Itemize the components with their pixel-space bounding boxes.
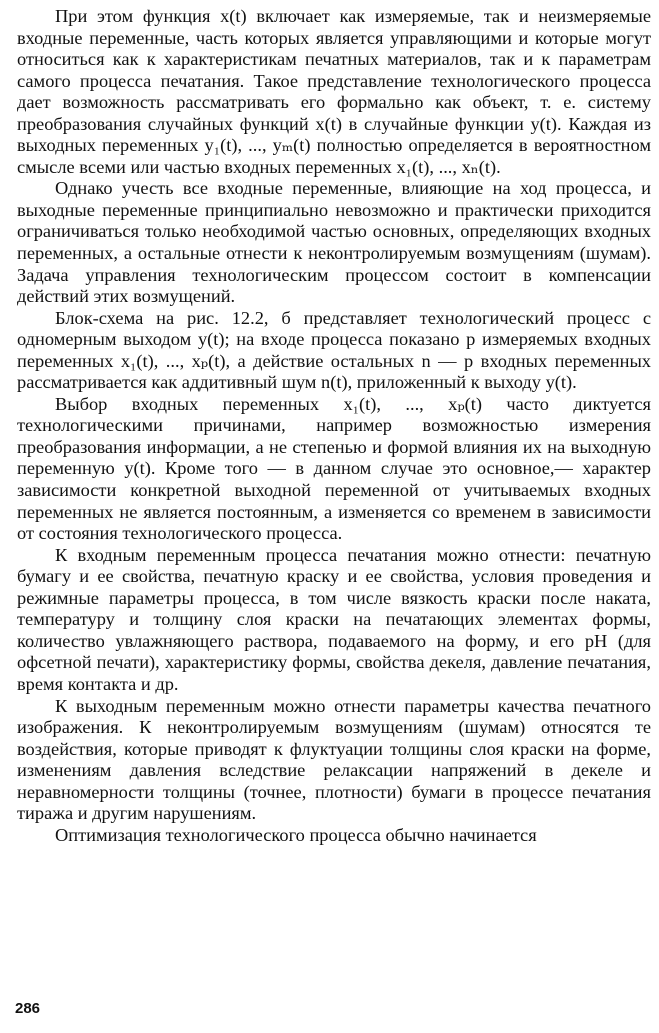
paragraph-6: К выходным переменным можно отнести параметры качества печатного изображения. К неконтролируемым возмущениям (шумам) относятся те воздействия, которые приводят к флуктуации толщины слоя краски на форме, изменениям давления вследствие релаксации напряжений в декеле и неравномерности толщины (точнее, плотности) бумаги в процессе печатания тиража и другим нарушениям. (17, 695, 651, 824)
paragraph-3: Блок-схема на рис. 12.2, б представляет технологический процесс с одномерным выходом y(t); на входе процесса показано p измеряемых входных переменных x₁(t), ..., xₚ(t), а действие остальных n — p входных переменных рассматривается как аддитивный шум n(t), приложенный к выходу y(t). (17, 307, 651, 393)
page-number: 286 (15, 1000, 41, 1017)
page-body (17, 6, 651, 846)
paragraph-5: К входным переменным процесса печатания можно отнести: печатную бумагу и ее свойства, печатную краску и ее свойства, условия проведения и режимные параметры процесса, в том числе вязкость краски после наката, температуру и толщину слоя краски на печатающих элементах формы, количество увлажняющего раствора, подаваемого на форму, и его pH (для офсетной печати), характеристику формы, свойства декеля, давление печатания, время контакта и др. (17, 544, 651, 694)
paragraph-2: Однако учесть все входные переменные, влияющие на ход процесса, и выходные переменные принципиально невозможно и практически приходится ограничиваться только необходимой частью основных, определяющих входных переменных, а остальные отнести к неконтролируемым возмущениям (шумам). Задача управления технологическим процессом состоит в компенсации действий этих возмущений. (17, 178, 651, 307)
paragraph-4: Выбор входных переменных x₁(t), ..., xₚ(t) часто диктуется технологическими причинами, например возможностью измерения преобразования информации, а не степенью и формой влияния их на выходную переменную y(t). Кроме того — в данном случае это основное,— характер зависимости конкретной выходной переменной от учитываемых входных переменных не является постоянным, а изменяется со временем в зависимости от состояния технологического процесса. (17, 393, 651, 544)
paragraph-1: При этом функция x(t) включает как измеряемые, так и неизмеряемые входные переменные, часть которых является управляющими и которые могут относиться как к характеристикам печатных материалов, так и к параметрам самого процесса печатания. Такое представление технологического процесса дает возможность рассматривать его формально как объект, т. е. систему преобразования случайных функций x(t) в случайные функции y(t). Каждая из выходных переменных y₁(t), ..., yₘ(t) полностью определяется в вероятностном смысле всеми или частью входных переменных x₁(t), ..., xₙ(t). (17, 6, 651, 177)
paragraph-7: Оптимизация технологического процесса обычно начинается (55, 824, 537, 845)
